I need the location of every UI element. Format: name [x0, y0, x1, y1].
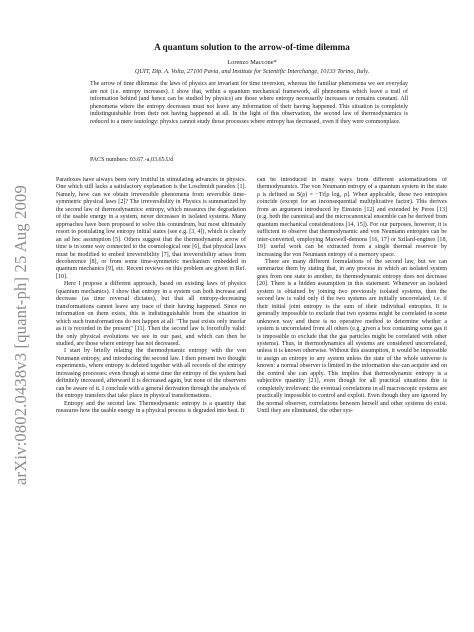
paragraph: Paradoxes have always been very fruitful in stimulating advances in physics. One which still lacks a satisfactory explanation is the Loschmidt paradox [1]. Namely, how can we obtain irreversible phenomena from reversible time-symmetric physical laws [2]? The irreversibility in Physics is summarized by the second law of thermodynamics: entropy, which measures the degradation of the usable energy in a system, never decreases in isolated systems. Many approaches have been proposed to solve this conundrum, but most ultimately resort to postulating low entropy initial states (see e.g. [3, 4]), which is clearly an ad hoc assumption [5]. Others suggest that the thermodynamic arrow of time is in some way connected to the cosmological one [6], that physical laws must be modified to embed irreversibility [7], that irreversibility arises from decoherence [8], or from some time-symmetric mechanism embedded in quantum mechanics [9], etc. Recent reviews on this problem are given in Ref. [10].	[56, 177, 246, 280]
author-name: Lorenzo Maccone*	[227, 59, 277, 66]
author-affiliation: QUIT, Dip. A. Volta, 27100 Pavia, and Institute for Scientific Interchange, 10133 Torino, Italy.	[134, 68, 370, 75]
paragraph: Here I propose a different approach, based on existing laws of physics (quantum mechanics). I show that entropy in a system can both increase and decrease (as time reversal dictates), but that all entropy-decreasing transformations cannot leave any trace of their having happened. Since no information on them exists, this is indistinguishable from the situation in which such transformations do not happen at all: "The past exists only insofar as it is recorded in the present" [11]. Then the second law is forcefully valid: the only physical evolutions we see in our past, and which can then be studied, are those where entropy has not decreased.	[56, 281, 246, 347]
paper-title: A quantum solution to the arrow-of-time dilemma	[154, 42, 350, 52]
abstract: The arrow of time dilemma: the laws of physics are invariant for time inversion, whereas the familiar phenomena we see everyday are not (i.e. entropy increases). I show that, within a quantum mechanical framework, all phenomena which leave a trail of information behind (and hence can be studied by physics) are those where entropy necessarily increases or remains constant. All phenomena where the entropy decreases must not leave any information of their having happened. This situation is completely indistinguishable from their not having happened at all. In the light of this observation, the second law of thermodynamics is reduced to a mere tautology: physics cannot study those processes where entropy has decreased, even if they were commonplace.	[90, 81, 408, 125]
left-column	[56, 177, 246, 627]
pacs-numbers: PACS numbers: 03.67.-a,03.65.Ud	[90, 157, 174, 163]
right-column	[257, 177, 447, 627]
paragraph: There are many different formulations of the second law, but we can summarize them by stating that, in any process in which an isolated system goes from one state to another, its thermodynamic entropy does not decrease [20]. There is a hidden assumption in this statement. Whenever an isolated system is obtained by joining two previously isolated systems, then the second law is valid only if the two systems are initially uncorrelated, i.e. if their initial joint entropy is the sum of their individual entropies. It is generally impossible to exclude that two systems might be correlated in some unknown way and there is no operative method to determine whether a system is uncorrelated from all others (e.g. given a box containing some gas it is impossible to exclude that the gas particles might be correlated with other systems). Thus, in thermodynamics all systems are considered uncorrelated, unless it is known otherwise. Without this assumption, it would be impossible to assign an entropy to any system unless the state of the whole universe is known: a normal observer is limited in the information she can acquire and on the control she can apply. This implies that thermodynamic entropy is a subjective quantity [21], even though for all practical situations this is completely irrelevant: the eventual correlations in all macroscopic systems are practically impossible to control and exploit. Even though they are ignored by the normal observer, correlations between herself and other systems do exist. Until they are eliminated, the other sys-	[257, 258, 447, 415]
paragraph: I start by briefly relating the thermodynamic entropy with the von Neumann entropy, and introducing the second law. I then present two thought experiments, where entropy is deleted together with all records of the entropy increasing processes: even though at some time the entropy of the system had definitely increased, afterward it is decreased again, but none of the observers can be aware of it. I conclude with a general derivation through the analysis of the entropy transfers that take place in physical transformations.	[56, 348, 246, 400]
paragraph: can be introduced in many ways from different axiomatizations of thermodynamics. The von Neumann entropy of a quantum system in the state ρ is defined as S(ρ) = −Tr[ρ log₂ ρ]. When applicable, these two entropies coincide (except for an inconsequential multiplicative factor). This derives from an argument introduced by Einstein [12] and extended by Peres [13] (e.g. both the canonical and the microcanonical ensemble can be derived from quantum mechanical considerations [14, 15]). For our purposes, however, it is sufficient to observe that thermodynamic and von Neumann entropies can be inter-converted, employing Maxwell-demons [16, 17] or Szilard-engines [18, 19]: useful work can be extracted from a single thermal reservoir by increasing the von Neumann entropy of a memory space.	[257, 177, 447, 258]
arxiv-identifier-stamp	[10, 185, 32, 485]
arxiv-id-text: arXiv:0802.0438v3 [quant-ph] 25 Aug 2009	[11, 185, 30, 485]
paragraph: Entropy and the second law. Thermodynamic entropy is a quantity that measures how the usable energy in a physical process is degraded into heat. It	[56, 400, 246, 415]
